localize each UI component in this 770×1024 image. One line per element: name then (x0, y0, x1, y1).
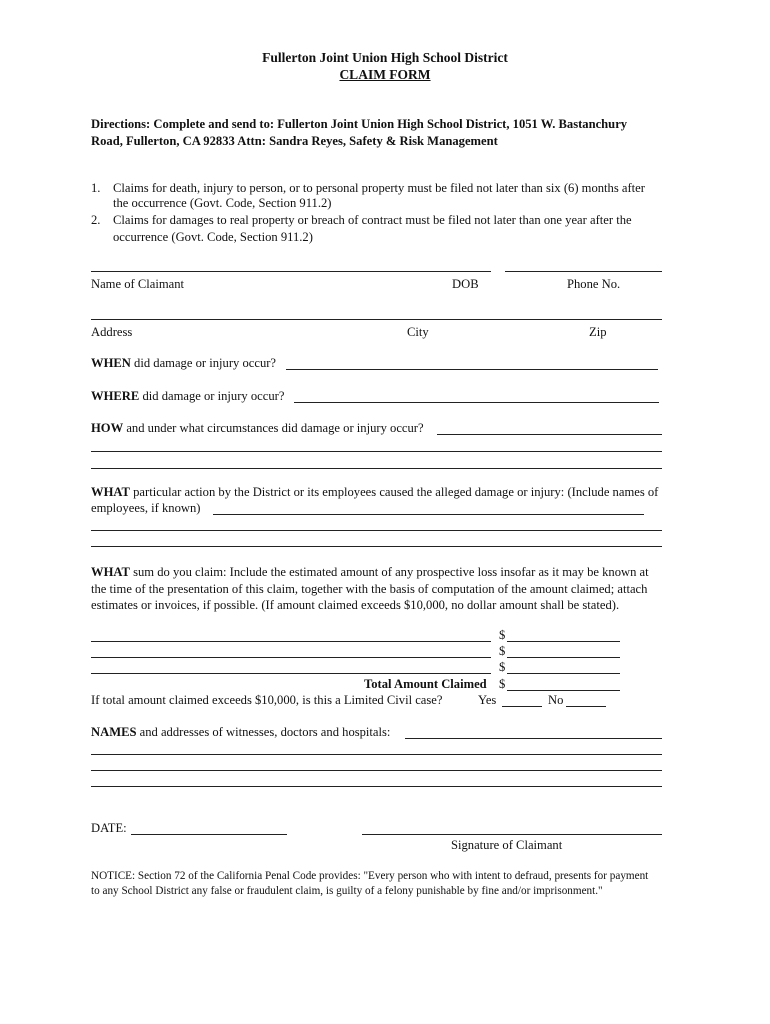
how-field-line-2[interactable] (91, 451, 662, 452)
what-action-field-line-2[interactable] (91, 530, 662, 531)
what-action-field-line-1[interactable] (213, 514, 644, 515)
city-label: City (407, 325, 429, 339)
directions-line-1: Directions: Complete and send to: Fullerton Joint Union High School District, 1051 W. Bastanchury (91, 117, 628, 131)
what-sum-question (91, 564, 649, 581)
what-action-field-line-3[interactable] (91, 546, 662, 547)
form-title: CLAIM FORM (339, 67, 431, 82)
what-sum-text-cont-2: estimates or invoices, if possible. (If amount claimed exceeds $10,000, no dollar amount shall be stated). (91, 598, 620, 612)
witnesses-field-line-4[interactable] (91, 786, 662, 787)
what-action-keyword: WHAT (91, 485, 130, 499)
amount-3-currency: $ (499, 660, 506, 674)
name-of-claimant-label: Name of Claimant (91, 277, 185, 291)
what-action-text-cont: employees, if known) (91, 501, 201, 515)
no-label: No (548, 693, 564, 707)
district-name: Fullerton Joint Union High School District (262, 50, 508, 65)
phone-field-line[interactable] (505, 271, 662, 272)
address-field-line[interactable] (91, 319, 662, 320)
when-keyword: WHEN (91, 356, 131, 370)
where-question (91, 388, 284, 405)
what-action-question (91, 484, 658, 501)
witnesses-question (91, 724, 390, 741)
where-keyword: WHERE (91, 389, 140, 403)
rule-1-text-cont: the occurrence (Govt. Code, Section 911.2) (113, 196, 332, 210)
total-amount-label: Total Amount Claimed (364, 677, 487, 691)
where-text: did damage or injury occur? (142, 389, 285, 403)
names-keyword: NAMES (91, 725, 137, 739)
notice-line-1: NOTICE: Section 72 of the California Penal Code provides: "Every person who with intent to defraud, presents for payment (91, 870, 649, 882)
what-action-text: particular action by the District or its employees caused the alleged damage or injury: (Include names of (133, 485, 659, 499)
signature-field-line[interactable] (362, 834, 662, 835)
where-field-line[interactable] (294, 402, 659, 403)
amount-value-line-2[interactable] (507, 657, 620, 658)
witnesses-field-line-1[interactable] (405, 738, 662, 739)
rule-2-text: Claims for damages to real property or breach of contract must be filed not later than one year after the (113, 213, 632, 227)
how-field-line-3[interactable] (91, 468, 662, 469)
when-question (91, 355, 276, 372)
how-question (91, 420, 424, 437)
yes-label: Yes (478, 693, 497, 707)
how-field-line-1[interactable] (437, 434, 662, 435)
yes-field-line[interactable] (502, 706, 542, 707)
directions-line-2: Road, Fullerton, CA 92833 Attn: Sandra Reyes, Safety & Risk Management (91, 134, 498, 148)
rule-1-text: Claims for death, injury to person, or to personal property must be filed not later than six (6) months after (113, 181, 645, 195)
how-text: and under what circumstances did damage or injury occur? (126, 421, 424, 435)
dob-label: DOB (452, 277, 479, 291)
no-field-line[interactable] (566, 706, 606, 707)
amount-description-line-1[interactable] (91, 641, 491, 642)
rule-2-text-cont: occurrence (Govt. Code, Section 911.2) (113, 230, 313, 244)
date-field-line[interactable] (131, 834, 287, 835)
when-text: did damage or injury occur? (134, 356, 277, 370)
witnesses-text: and addresses of witnesses, doctors and hospitals: (139, 725, 391, 739)
what-sum-text-cont-1: the time of the presentation of this claim, together with the basis of computation of the amount claimed; attach (91, 582, 648, 596)
amount-value-line-3[interactable] (507, 673, 620, 674)
rule-2-number: 2. (91, 213, 101, 227)
zip-label: Zip (589, 325, 607, 339)
notice-line-2: to any School District any false or fraudulent claim, is guilty of a felony punishable by fine and/or imprisonment." (91, 885, 603, 897)
amount-value-line-1[interactable] (507, 641, 620, 642)
amount-1-currency: $ (499, 628, 506, 642)
signature-label: Signature of Claimant (451, 838, 563, 852)
what-sum-keyword: WHAT (91, 565, 130, 579)
limited-civil-question: If total amount claimed exceeds $10,000, is this a Limited Civil case? (91, 693, 443, 707)
amount-description-line-2[interactable] (91, 657, 491, 658)
date-label: DATE: (91, 821, 127, 835)
when-field-line[interactable] (286, 369, 658, 370)
total-currency: $ (499, 677, 506, 691)
total-amount-field-line[interactable] (507, 690, 620, 691)
witnesses-field-line-3[interactable] (91, 770, 662, 771)
witnesses-field-line-2[interactable] (91, 754, 662, 755)
rule-1-number: 1. (91, 181, 101, 195)
amount-description-line-3[interactable] (91, 673, 491, 674)
name-dob-field-line[interactable] (91, 271, 491, 272)
amount-2-currency: $ (499, 644, 506, 658)
phone-label: Phone No. (567, 277, 621, 291)
what-sum-text: sum do you claim: Include the estimated amount of any prospective loss insofar as it may be known at (133, 565, 649, 579)
address-label: Address (91, 325, 133, 339)
how-keyword: HOW (91, 421, 124, 435)
